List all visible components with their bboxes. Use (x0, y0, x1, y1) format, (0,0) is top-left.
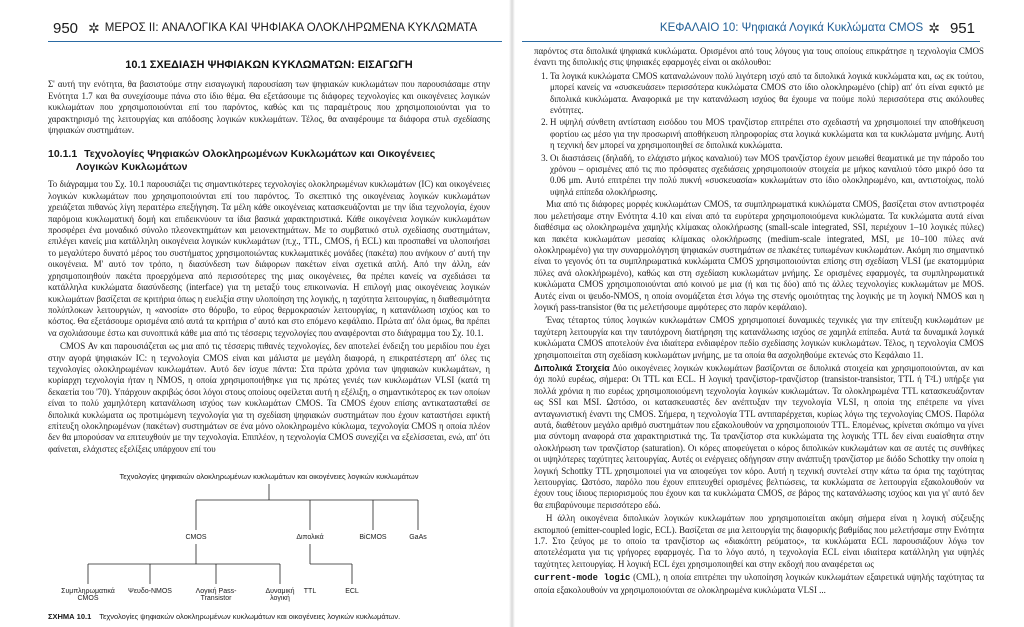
reasons-list (534, 71, 984, 198)
left-running-header (48, 18, 502, 38)
header-rule (522, 41, 980, 42)
family-label-line: Transistor (200, 595, 232, 602)
caption-text: Τεχνολογίες ψηφιακών ολοκληρωμένων κυκλωμάτων και οικογένειες λογικών κυκλωμάτων. (99, 612, 401, 621)
section-title: 10.1 ΣΧΕΔΙΑΣΗ ΨΗΦΙΑΚΩΝ ΚΥΚΛΩΜΑΤΩΝ: ΕΙΣΑΓΩΓΗ (125, 59, 413, 71)
right-running-header (522, 18, 980, 38)
subsection-heading (48, 148, 490, 174)
family-label-line: ECL (345, 588, 359, 595)
figure-title: Τεχνολογίες ψηφιακών ολοκληρωμένων κυκλωμάτων και οικογένειες λογικών κυκλωμάτων (119, 472, 419, 481)
complementary-cmos-paragraph: Μια από τις διάφορες μορφές κυκλωμάτων CMOS, τα συμπληρωματικά κυκλώματα CMOS, βασίζεται στον αντιστροφέα που μελετήσαμε στην Ενότητα 4.10 και είναι από τα ευρύτερα χρησιμοποιούμενα κυκλώματα. Τα κυκλώματα αυτά είναι διαθέσιμα ως ολοκληρωμένα χαμηλής κλίμακας ολοκλήρωσης (small-scale integrated, SSI, περιέχουν 1–10 λογικές πύλες) και πακέτα κυκλωμάτων μεσαίας κλίμακας ολοκλήρωσης (medium-scale integrated, MSI, με 10–100 πύλες ανά ολοκληρωμένο) για την συναρμολόγηση ψηφιακών συστημάτων σε πλακέτες τυπωμένων κυκλωμάτων. Ακόμη πιο σημαντικό είναι το γεγονός ότι τα συμπληρωματικά κυκλώματα CMOS χρησιμοποιούνται επίσης στη σχεδίαση VLSI (με εκατομμύρια πύλες ανά ολοκλήρωμένο), καθώς και στη σχεδίαση κυκλωμάτων μνήμης. Σε ορισμένες εφαρμογές, τα συμπληρωματικά κυκλώματα CMOS χρησιμοποιούνται από κοινού με μια (ή και τις δύο) από τις άλλες τεχνολογίες κυκλωμάτων με MOS. Αυτές είναι οι ψευδο-NMOS, η οποία ονομάζεται έτσι λόγω της στενής ομοιότητας της λογικής με τη λογική NMOS και η λογική pass-transistor (θα τις μελετήσουμε αμφότερες στο παρόν κεφάλαιο). (534, 199, 984, 312)
subsection-number: 10.1.1 (48, 148, 78, 161)
family-label-line: Ψευδο-NMOS (128, 588, 172, 595)
subsection-title-line1: Τεχνολογίες Ψηφιακών Ολοκληρωμένων Κυκλωμάτων και Οικογένειες (84, 148, 436, 161)
bipolar-text: Δύο οικογένειες λογικών κυκλωμάτων βασίζονται σε διπολικά στοιχεία και χρησιμοποιούνται, αν και όχι πολύ ευρέως, σήμερα: Οι TTL και ECL. Η λογική τρανζίστορ-τρανζίστορ (transistor-transistor, TTL ή T²L) υπήρξε για πολλά χρόνια η πιο ευρέως χρησιμοποιούμενη τεχνολογία λογικών κυκλωμάτων. Τα ολοκληρωμένα TTL κατασκευάζονταν ως SSI και MSI. Ωστόσο, οι κατασκευαστές δεν ανέπτυξαν την τεχνολογία VLSI, η οποία της επέτρεπε να γίνει ανταγωνιστική έναντι της CMOS. Σήμερα, η τεχνολογία TTL αντιπαρέρχεται, κυρίως λόγω της τεχνολογίας CMOS. Παρόλα αυτά, διαθέτουν μεγάλο αριθμό συστημάτων που εξακολουθούν να χρησιμοποιούν TTL. Επομένως, κρίνεται σκόπιμο να γίνει μια σύντομη αναφορά στα χαρακτηριστικά της. Τα τρανζίστορ στα κυκλώματα της λογικής TTL δεν είναι ευαίσθητα στην ολοκλήρωση των τρανζίστορ (saturation). Οι κόρες αποφεύγεται ο κόρος διπολικών κυκλωμάτων και σε αυτές τις συνθήκες οι υψηλότερες ταχύτητες λειτουργίας. Αυτές οι ενέργειες οδήγησαν στην ανάπτυξη τρανζίστορ με διόδο Schottky την οποία η λογική Schottky TTL χρησιμοποιεί για να αποφεύγει τον κόρο. Αυτή η τεχνική συντελεί στην κάτω τα όρια της ταχύτητας λειτουργίας. Ωστόσο, παρόλο που έχουν επιτευχθεί ορισμένες βελτιώσεις, τα κυκλώματα σε λειτουργία εξακολουθούν να έχουν τους ίδιους περιορισμούς που έχουν και τα κυκλώματα CMOS, σε βάρος της κατανάλωσης ισχύος και για γι' αυτό δεν θα επιβαρύνουμε περισσότερο εδώ. (534, 362, 984, 510)
family-label-line: λογική (270, 595, 290, 602)
bipolar-paragraph (534, 363, 984, 511)
family-label-line: CMOS (77, 595, 99, 602)
list-item: 1. Τα λογικά κυκλώματα CMOS καταναλώνουν πολύ λιγότερη ισχύ από τα διπολικά λογικά κυκλώματα και, ως εκ τούτου, μπορεί κανείς να «συσκευάσει» περισσότερα κυκλώματα CMOS στο ίδιο ολοκληρωμένο (chip) απ' ότι είναι εφικτό με διπολικά κυκλώματα. Αναφορικά με την κατανάλωση ισχύος θα έχουμε να πούμε πολύ περισσότερα στις ακόλουθες ενότητες. (550, 71, 984, 117)
family-label-line: Δυναμική (265, 588, 295, 595)
ecl-paragraph: Η άλλη οικογένεια διπολικών λογικών κυκλωμάτων που χρησιμοποιείται ακόμη σήμερα είναι η λογική σύζευξης εκπομπού (emitter-coupled logic, ECL). Βασίζεται σε μια λειτουργία της διαφορικής βαθμίδας που μελετήσαμε στην Ενότητα 1.7. Στο ζεύγος με το οποίο τα τρανζίστορ ως «διακόπτη ρεύματος», τα κυκλώματα ECL παρουσιάζουν λόγω τον αποτελέσματα για τις γρήγορες εφαρμογές. Για το λόγο αυτό, η τεχνολογία ECL είναι ιδιαίτερα κατάλληλη για υψηλές ταχύτητες λειτουργίας. Η λογική ECL έχει χρησιμοποιηθεί και στην εκδοχή που αναφέρεται ως (534, 513, 984, 569)
list-item: 2. Η υψηλή σύνθετη αντίσταση εισόδου του MOS τρανζίστορ επιτρέπει στο σχεδιαστή να χρησιμοποιεί την αποθήκευση φορτίου ως μέσο για την προσωρινή αποθήκευση πληροφορίας στα λογικά κυκλώματα και τα κυκλώματα μνήμης. Αυτή η τεχνική δεν μπορεί να χρησιμοποιηθεί σε διπολικά κυκλώματα. (550, 117, 984, 151)
tech-label-bicmos: BiCMOS (359, 534, 387, 541)
cmos-paragraph: CMOS Αν και παρουσιάζεται ως μια από τις τέσσερις πιθανές τεχνολογίες, δεν αποτελεί ένδειξη του μεριδίου που έχει στην αγορά ψηφιακών IC: η τεχνολογία CMOS είναι και μάλιστα με μεγάλη διαφορά, η επικρατέστερη απ' όλες τις τεχνολογίες ολοκληρωμένων κυκλωμάτων. Αυτό δεν ίσχυε πάντα: Στα πρώτα χρόνια των ψηφιακών κυκλωμάτων, η κυρίαρχη τεχνολογία ήταν η NMOS, η οποία χρησιμοποιήθηκε για τις πρώτες γενιές των κυκλωμάτων VLSI (κατά τη δεκαετία του '70). Υπάρχουν ακριβώς όσοι λόγοι στους οποίους οφείλεται αυτή η εξέλιξη, ο σημαντικότερος εκ των οποίων είναι το πολύ χαμηλότερη κατανάλωση ισχύος των κυκλωμάτων CMOS. Τα CMOS έχουν επίσης αντικατασταθεί σε διπολικά κυκλώματα ως προτιμώμενη τεχνολογία για τη σχεδίαση ψηφιακών συστημάτων που έχουν καταστήσει εφικτή επίτευξη ολοκληρωμένων (πακέτων) συστημάτων σε ένα μόνο ολοκληρωμένο κύκλωμα, τεχνολογία CMOS η οποία πλέον δεν θα μπορούσαν να επιτευχθούν με την τεχνολογία. Επιπλέον, η τεχνολογία CMOS συνεχίζει να εξελίσσεται, ενώ, απ' ότι φαίνεται, ελάχιστες εξελίξεις υπάρχουν επί του (48, 341, 490, 454)
tech-label-bipolar: Διπολικά (296, 534, 324, 541)
cml-text: (CML), η οποία επιτρέπει την υλοποίηση λογικών κυκλωμάτων εξαιρετικά υψηλής ταχύτητας τα οποία εξακολουθούν να χρησιμοποιούνται σε ολοκληρωμένα κυκλώματα VLSI ... (534, 572, 984, 595)
ornament-icon: ✲ (88, 19, 100, 36)
family-label-line: TTL (303, 588, 317, 595)
intro-paragraph: Σ' αυτή την ενότητα, θα βασιστούμε στην εισαγωγική παρουσίαση των ψηφιακών κυκλωμάτων που παρουσιάσαμε στην Ενότητα 1.7 και θα συνεχίσουμε πάνω στο ίδιο θέμα. Θα εξετάσουμε τις διάφορες τεχνολογίες και οικογένειες λογικών κυκλωμάτων που χρησιμοποιούνται επί του παρόντος, καθώς και τις παραμέτρους που χρησιμοποιούνται για το χαρακτηρισμό της λειτουργίας και απόδοσης λογικών κυκλωμάτων. Τέλος, θα αναφέρουμε τα διάφορα στυλ σχεδίασης ψηφιακών συστημάτων. (48, 79, 490, 136)
figure-10-1 (48, 472, 490, 622)
continuation-paragraph: παρόντος στα διπολικά ψηφιακά κυκλώματα. Ορισμένοι από τους λόγους για τους οποίους επικράτησε η τεχνολογία CMOS έναντι της διπολικής στις ψηφιακές εφαρμογές είναι οι ακόλουθοι: (534, 46, 984, 68)
page-number-left: 950 (53, 19, 79, 37)
cml-paragraph (534, 572, 984, 596)
family-label-ecl (338, 588, 366, 595)
dynamic-logic-paragraph: Ένας τέταρτος τύπος λογικών κυκλωμάτων CMOS χρησιμοποιεί δυναμικές τεχνικές για την επίτευξη κυκλωμάτων με ταχύτερη λειτουργία και την ταυτόχρονη διατήρηση της κατανάλωσης ισχύος σε χαμηλά επίπεδα. Αυτά τα δυναμικά λογικά κυκλώματα CMOS αποτελούν ένα ιδιαίτερα ενδιαφέρον πεδίο σχεδίασης λογικών κυκλωμάτων. Τέλος, η τεχνολογία CMOS χρησιμοποιείται στη σχεδίαση κυκλωμάτων μνήμης, με τα οποία θα ασχοληθούμε εκτενώς στο Κεφάλαιο 11. (534, 315, 984, 360)
page-number-right: 951 (949, 19, 975, 37)
right-header-text: ΚΕΦΑΛΑΙΟ 10: Ψηφιακά Λογικά Κυκλώματα CMOS (659, 22, 924, 34)
right-page (512, 0, 1024, 627)
family-label-line: Συμπληρωματικά (61, 588, 115, 595)
figure-caption (48, 612, 400, 621)
body-paragraph: Το διάγραμμα του Σχ. 10.1 παρουσιάζει τις σημαντικότερες τεχνολογίες ολοκληρωμένων κυκλωμάτων (IC) και οικογένειες λογικών κυκλωμάτων που χρησιμοποιούνται επί του παρόντος. Το σκεπτικό της οικογένειας λογικών κυκλωμάτων χρειάζεται πιθανώς λίγη περαιτέρω επεξήγηση. Τα μέλη κάθε οικογένειας κατασκευάζονται με την ίδια τεχνολογία, έχουν παρόμοια κυκλωματική δομή και επιδεικνύουν τα ίδια βασικά χαρακτηριστικά. Κάθε οικογένεια λογικών κυκλωμάτων προσφέρει ένα μοναδικό σύνολο πλεονεκτημάτων και μειονεκτημάτων. Με το συμβατικό στυλ σχεδίασης συστημάτων, επιλέγει κανείς μια κατάλληλη οικογένεια λογικών κυκλωμάτων (π.χ., TTL, CMOS, ή ECL) και προσπαθεί να υλοποιήσει το μεγαλύτερο δυνατό μέρος του συστήματος χρησιμοποιώντας κυκλωματικές μονάδες (πακέτα) που ανήκουν σ' αυτή την οικογένεια. Μ' αυτό τον τρόπο, η διασύνδεση των διάφορων πακέτων είναι σχετικά απλή. Από την άλλη, εάν χρησιμοποιηθούν πακέτα προερχόμενα από περισσότερες της μιας οικογένειες, θα πρέπει κανείς να σχεδιάσει τα κατάλληλα κυκλώματα διασύνδεσης (interface) για τη μεταξύ τους επικοινωνία. Η επιλογή μιας οικογένειας λογικών κυκλωμάτων βασίζεται σε κριτήρια όπως η ευελιξία στην υλοποίηση της λογικής, η ταχύτητα λειτουργίας, η διαθεσιμότητα πολύπλοκων λειτουργιών, η «ανοσία» στο θόρυβο, το εύρος θερμοκρασιών λειτουργίας, η κατανάλωση ισχύος και το κόστος. Θα εξετάσουμε ορισμένα από αυτά τα κριτήρια σ' αυτό και στο επόμενο κεφάλαιο. Πρώτα απ' όλα όμως, θα πρέπει να σχολιάσουμε έστω και συνοπτικά κάθε μια από τις τέσσερις τεχνολογίες που αναφέρονται στο διάγραμμα του Σχ. 10.1. (48, 179, 490, 338)
tech-label-gaas: GaAs (409, 534, 427, 541)
family-label-pseudo-nmos (124, 588, 176, 595)
right-text-column (534, 46, 984, 598)
bipolar-lead: Διπολικά Στοιχεία (534, 362, 610, 373)
caption-label: ΣΧΗΜΑ 10.1 (48, 612, 92, 621)
ornament-icon: ✲ (928, 19, 940, 36)
cml-term: current-mode logic (534, 573, 631, 584)
header-rule (48, 41, 502, 42)
subsection-title-line2: Λογικών Κυκλωμάτων (76, 161, 188, 174)
family-label-line: Λογική Pass- (195, 588, 237, 595)
tech-label-cmos: CMOS (185, 534, 207, 541)
family-label-pass-transistor (188, 588, 244, 602)
family-label-ttl (296, 588, 324, 595)
left-text-column (48, 52, 490, 457)
left-header-text: ΜΕΡΟΣ II: ΑΝΑΛΟΓΙΚΑ ΚΑΙ ΨΗΦΙΑΚΑ ΟΛΟΚΛΗΡΩΜΕΝΑ ΚΥΚΛΩΜΑΤΑ (104, 22, 478, 34)
list-item: 3. Οι διαστάσεις (δηλαδή, το ελάχιστο μήκος καναλιού) των MOS τρανζίστορ έχουν μειωθεί θεαματικά με την πάροδο του χρόνου – ορισμένες από τις πιο πρόσφατες σχεδιάσεις χρησιμοποιούν στοιχεία με μήκος καναλιού τόσο μικρό όσο τα 0.06 μm. Αυτό επιτρέπει την πολύ πυκνή «συσκευασία» κυκλωμάτων στο ίδιο ολοκληρωμένο, και, αντιστοίχως, πολύ υψηλά επίπεδα ολοκλήρωσης. (550, 153, 984, 199)
family-label-complementary-cmos (56, 588, 120, 602)
